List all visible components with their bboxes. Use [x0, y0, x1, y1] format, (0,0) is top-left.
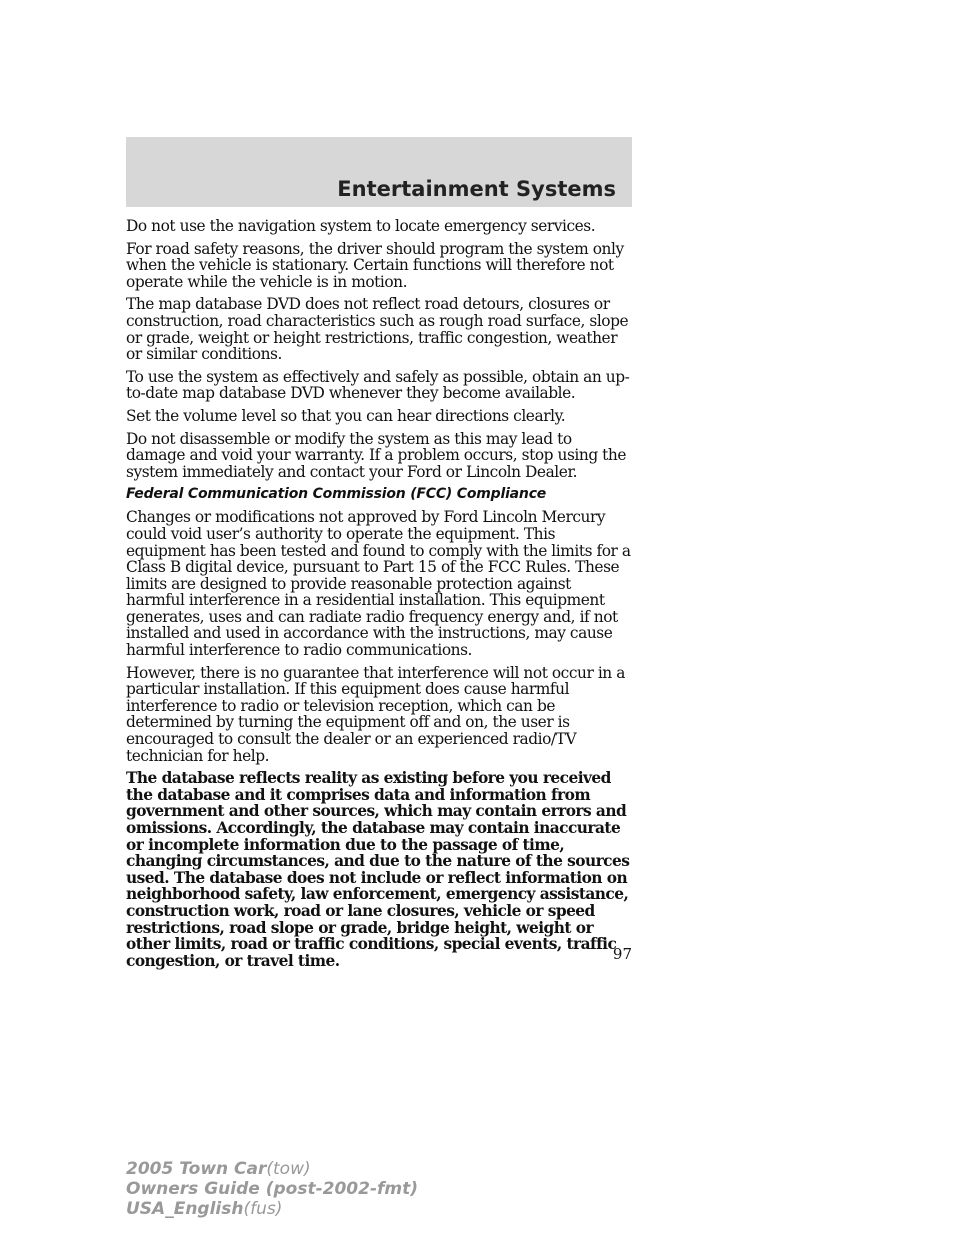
paragraph-database-disclaimer: The database reflects reality as existing before you received the database and it comprises data and information from government and other sources, which may contain errors and omissions. Accordingly, the database may contain inaccurate or incomplete information due to the passage of time, changing circumstances, and due to the nature of the sources used. The database does not include or reflect information on neighborhood safety, law enforcement, emergency assistance, construction work, road or lane closures, vehicle or speed restrictions, road slope or grade, bridge height, weight or other limits, road or traffic conditions, special events, traffic congestion, or travel time.	[126, 769, 630, 970]
footer-language: USA_English	[126, 1199, 244, 1219]
page-content	[126, 218, 632, 975]
page-number: 97	[612, 945, 632, 963]
footer-model-code: (tow)	[266, 1159, 311, 1179]
footer-guide: Owners Guide (post-2002-fmt)	[126, 1179, 419, 1199]
footer-line-model	[126, 1159, 418, 1179]
paragraph-up-to-date-dvd: To use the system as effectively and safely as possible, obtain an up-to-date map database DVD whenever they become available.	[126, 367, 630, 403]
paragraph-map-database: The map database DVD does not reflect road detours, closures or construction, road characteristics such as rough road surface, slope or grade, weight or height restrictions, traffic congestion, weather or similar conditions.	[126, 295, 629, 364]
footer-doc-info	[126, 1159, 418, 1219]
fcc-heading: Federal Communication Commission (FCC) Compliance	[126, 486, 547, 503]
paragraph-emergency-services: Do not use the navigation system to locate emergency services.	[126, 217, 596, 235]
footer-model: 2005 Town Car	[126, 1159, 267, 1179]
paragraph-do-not-disassemble: Do not disassemble or modify the system as this may lead to damage and void your warranty. If a problem occurs, stop using the system immediately and contact your Ford or Lincoln Dealer.	[126, 429, 627, 481]
footer-line-guide	[126, 1179, 418, 1199]
section-title: Entertainment Systems	[337, 177, 616, 201]
footer-line-language	[126, 1199, 418, 1219]
paragraph-road-safety: For road safety reasons, the driver should program the system only when the vehicle is stationary. Certain functions will therefore not operate while the vehicle is in motion.	[126, 239, 624, 291]
header-band	[126, 137, 632, 207]
paragraph-fcc-interference: However, there is no guarantee that interference will not occur in a particular installation. If this equipment does cause harmful interference to radio or television reception, which can be determined by turning the equipment off and on, the user is encouraged to consult the dealer or an experienced radio/TV technician for help.	[126, 663, 625, 765]
paragraph-volume-level: Set the volume level so that you can hear directions clearly.	[126, 406, 566, 425]
footer-language-code: (fus)	[243, 1199, 283, 1219]
paragraph-fcc-changes: Changes or modifications not approved by Ford Lincoln Mercury could void user’s authority to operate the equipment. This equipment has been tested and found to comply with the limits for a Class B digital device, pursuant to Part 15 of the FCC Rules. These limits are designed to provide reasonable protection against harmful interference in a residential installation. This equipment generates, uses and can radiate radio frequency energy and, if not installed and used in accordance with the instructions, may cause harmful interference to radio communications.	[126, 508, 631, 660]
